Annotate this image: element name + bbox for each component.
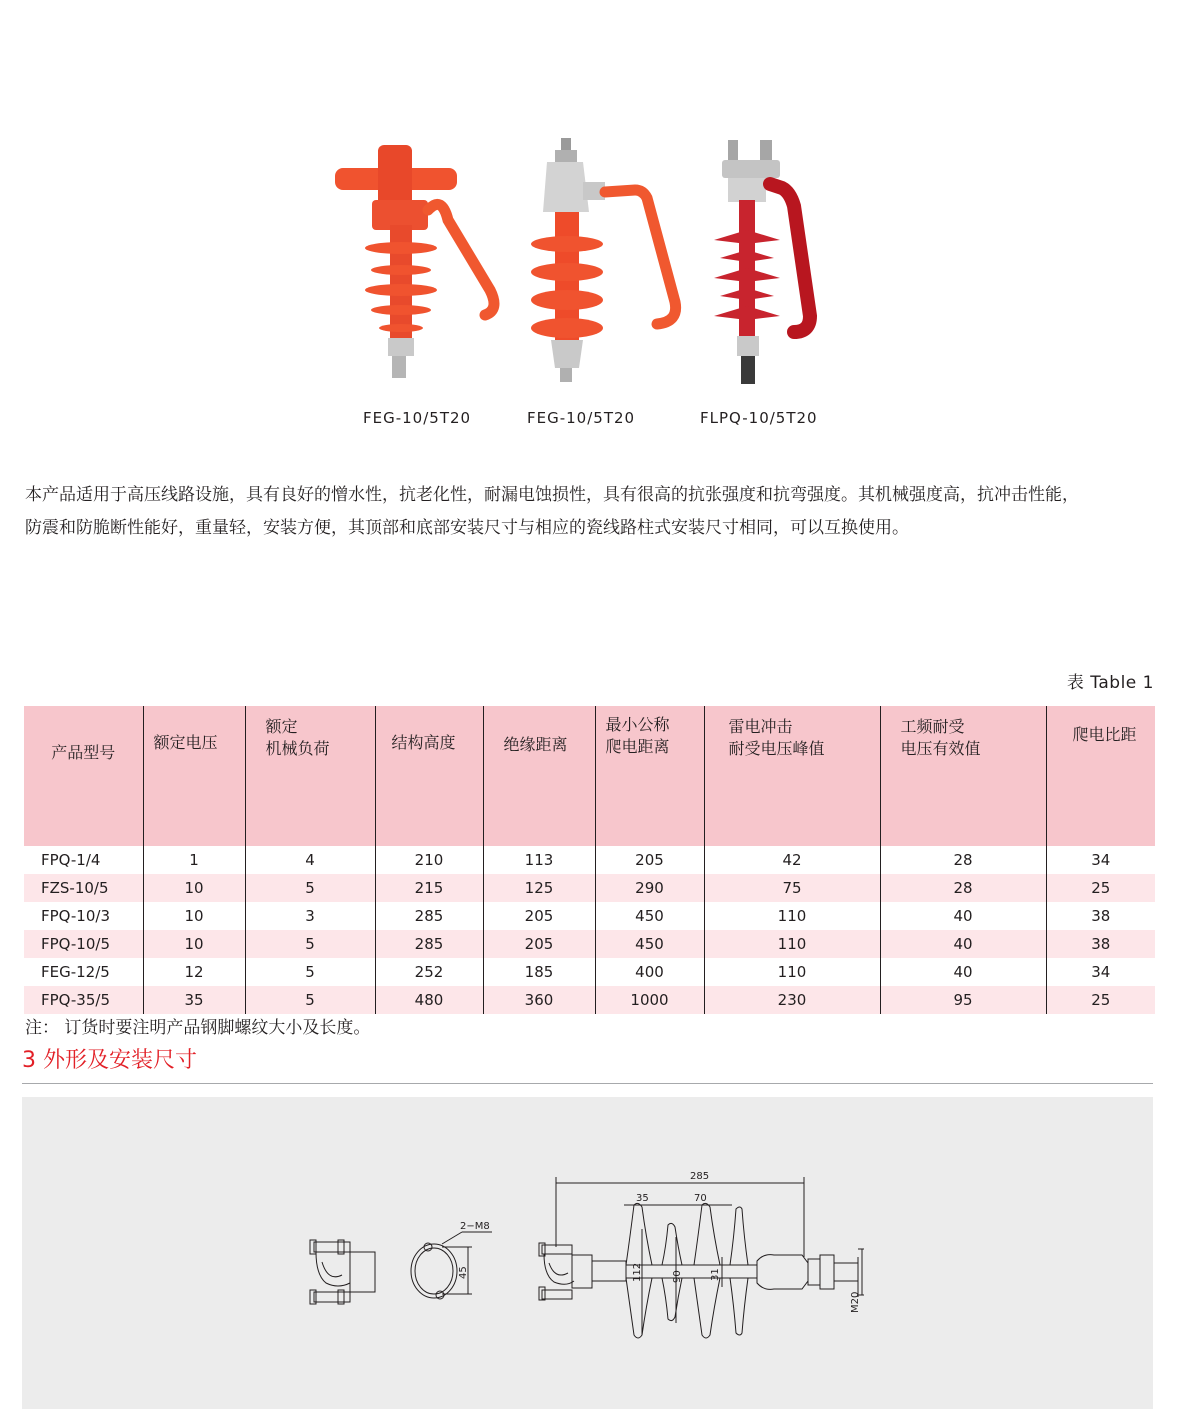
cell-model: FPQ-1/4 xyxy=(24,846,143,874)
header-mech-load: 额定 机械负荷 xyxy=(245,706,375,846)
dim-45: 45 xyxy=(458,1266,469,1279)
header-power-freq: 工频耐受 电压有效值 xyxy=(880,706,1046,846)
table-row xyxy=(24,874,1155,902)
order-note: 注： 订货时要注明产品钢脚螺纹大小及长度。 xyxy=(25,1018,371,1038)
cell: 5 xyxy=(245,958,375,986)
cell: 28 xyxy=(880,846,1046,874)
cell: 34 xyxy=(1046,958,1155,986)
cell: 10 xyxy=(143,874,245,902)
cell: 95 xyxy=(880,986,1046,1014)
table-row xyxy=(24,902,1155,930)
cell: 12 xyxy=(143,958,245,986)
cell: 125 xyxy=(483,874,595,902)
flange-plan-view xyxy=(411,1232,492,1299)
intro-line-1: 本产品适用于高压线路设施，具有良好的憎水性，抗老化性，耐漏电蚀损性，具有很高的抗张强度和抗弯强度。其机械强度高，抗冲击性能， xyxy=(25,485,1079,505)
cell: 28 xyxy=(880,874,1046,902)
cell: 290 xyxy=(595,874,704,902)
spec-table xyxy=(24,706,1155,1014)
cell: 40 xyxy=(880,958,1046,986)
header-structure-height: 结构高度 xyxy=(375,706,483,846)
cell: 110 xyxy=(704,930,880,958)
table-row xyxy=(24,930,1155,958)
product-caption-3: FLPQ-10/5T20 xyxy=(700,409,818,427)
cell: 38 xyxy=(1046,930,1155,958)
cell: 42 xyxy=(704,846,880,874)
cell-model: FPQ-35/5 xyxy=(24,986,143,1014)
cell: 3 xyxy=(245,902,375,930)
cell: 205 xyxy=(483,902,595,930)
intro-line-2: 防震和防脆断性能好，重量轻，安装方便，其顶部和底部安装尺寸与相应的瓷线路柱式安装尺寸相同，可以互换使用。 xyxy=(25,518,909,538)
section-divider xyxy=(22,1083,1153,1084)
cell: 40 xyxy=(880,902,1046,930)
cell: 5 xyxy=(245,930,375,958)
cell: 185 xyxy=(483,958,595,986)
cell: 1000 xyxy=(595,986,704,1014)
header-model: 产品型号 xyxy=(24,706,143,846)
cell: 360 xyxy=(483,986,595,1014)
cell: 34 xyxy=(1046,846,1155,874)
dim-70: 70 xyxy=(694,1193,707,1204)
cell: 215 xyxy=(375,874,483,902)
table-caption: 表 Table 1 xyxy=(1066,673,1154,693)
cell: 25 xyxy=(1046,874,1155,902)
header-creepage-ratio: 爬电比距 xyxy=(1046,706,1155,846)
table-header-row xyxy=(24,706,1155,846)
cell: 75 xyxy=(704,874,880,902)
cell: 25 xyxy=(1046,986,1155,1014)
cell-model: FPQ-10/3 xyxy=(24,902,143,930)
cell: 5 xyxy=(245,986,375,1014)
product-photo-flpq xyxy=(710,136,830,388)
table-row xyxy=(24,986,1155,1014)
dim-m20: M20 xyxy=(850,1291,861,1313)
cell: 285 xyxy=(375,930,483,958)
product-photo-feg-1 xyxy=(330,140,500,385)
cell: 10 xyxy=(143,902,245,930)
cell: 4 xyxy=(245,846,375,874)
dimension-drawing xyxy=(22,1097,1153,1409)
dim-90: 90 xyxy=(672,1270,683,1283)
cell-model: FZS-10/5 xyxy=(24,874,143,902)
dim-overall: 285 xyxy=(690,1171,710,1182)
product-caption-1: FEG-10/5T20 xyxy=(363,409,472,427)
cell: 450 xyxy=(595,930,704,958)
cell: 210 xyxy=(375,846,483,874)
cell: 285 xyxy=(375,902,483,930)
cell: 205 xyxy=(595,846,704,874)
cell: 252 xyxy=(375,958,483,986)
cell: 35 xyxy=(143,986,245,1014)
cell: 38 xyxy=(1046,902,1155,930)
cell: 400 xyxy=(595,958,704,986)
header-creepage: 最小公称 爬电距离 xyxy=(595,706,704,846)
cell-model: FPQ-10/5 xyxy=(24,930,143,958)
dim-31: 31 xyxy=(710,1268,721,1281)
intro-paragraph xyxy=(25,479,1175,545)
table-row xyxy=(24,958,1155,986)
header-insulation-distance: 绝缘距离 xyxy=(483,706,595,846)
cell-model: FEG-12/5 xyxy=(24,958,143,986)
product-photo-feg-2 xyxy=(525,132,685,387)
cell: 110 xyxy=(704,958,880,986)
dim-112: 112 xyxy=(632,1262,643,1282)
cell: 40 xyxy=(880,930,1046,958)
cell: 110 xyxy=(704,902,880,930)
dim-2m8: 2−M8 xyxy=(460,1221,490,1232)
header-rated-voltage: 额定电压 xyxy=(143,706,245,846)
dim-35: 35 xyxy=(636,1193,649,1204)
product-caption-2: FEG-10/5T20 xyxy=(527,409,636,427)
cell: 10 xyxy=(143,930,245,958)
section-title: 3 外形及安装尺寸 xyxy=(22,1048,197,1073)
table-row xyxy=(24,846,1155,874)
cell: 450 xyxy=(595,902,704,930)
cell: 1 xyxy=(143,846,245,874)
cell: 230 xyxy=(704,986,880,1014)
cell: 205 xyxy=(483,930,595,958)
header-lightning: 雷电冲击 耐受电压峰值 xyxy=(704,706,880,846)
clamp-side-view xyxy=(310,1240,375,1304)
cell: 113 xyxy=(483,846,595,874)
cell: 5 xyxy=(245,874,375,902)
cell: 480 xyxy=(375,986,483,1014)
